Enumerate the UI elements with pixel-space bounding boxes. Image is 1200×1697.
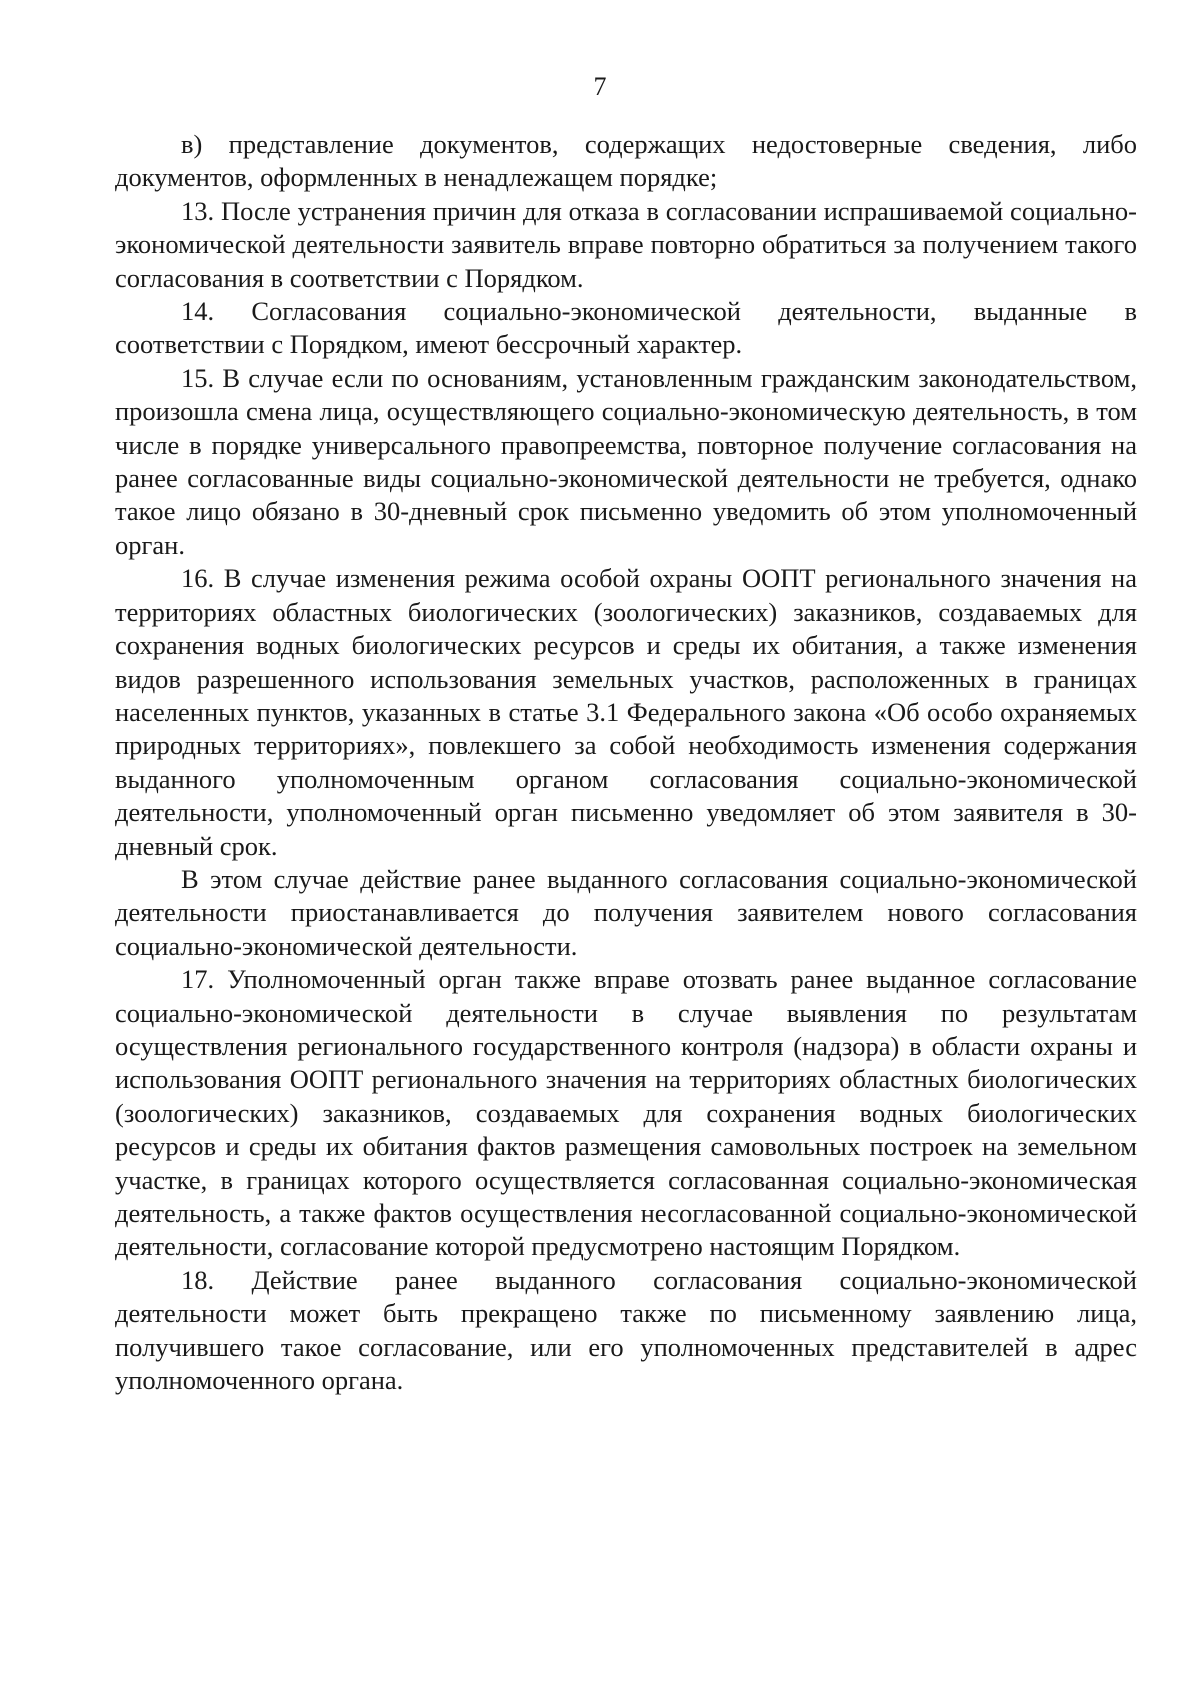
page-number: 7	[593, 72, 607, 101]
paragraph-13: 13. После устранения причин для отказа в согласовании испрашиваемой социально-экономической деятельности заявитель вправе повторно обратиться за получением такого согласования в соответствии с Порядком.	[115, 195, 1137, 293]
paragraph-15: 15. В случае если по основаниям, установленным гражданским законодательством, произошла смена лица, осуществляющего социально-экономическую деятельность, в том числе в порядке универсального правопреемства, повторное получение согласования на ранее согласованные виды социально-экономической деятельности не требуется, однако такое лицо обязано в 30-дневный срок письменно уведомить об этом уполномоченный орган.	[115, 362, 1137, 560]
paragraph-item-v: в) представление документов, содержащих недостоверные сведения, либо документов, оформленных в ненадлежащем порядке;	[115, 129, 1137, 193]
paragraph-17: 17. Уполномоченный орган также вправе отозвать ранее выданное согласование социально-экономической деятельности в случае выявления по результатам осуществления регионального государственного контроля (надзора) в области охраны и использования ООПТ регионального значения на территориях областных биологических (зоологических) заказников, создаваемых для сохранения водных биологических ресурсов и среды их обитания фактов размещения самовольных построек на земельном участке, в границах которого осуществляется согласованная социально-экономическая деятельность, а также фактов осуществления несогласованной социально-экономической деятельности, согласование которой предусмотрено настоящим Порядком.	[115, 964, 1137, 1262]
paragraph-18: 18. Действие ранее выданного согласования социально-экономической деятельности может быть прекращено также по письменному заявлению лица, получившего такое согласование, или его уполномоченных представителей в адрес уполномоченного органа.	[115, 1264, 1137, 1396]
document-body	[115, 128, 1137, 1397]
paragraph-16: 16. В случае изменения режима особой охраны ООПТ регионального значения на территориях областных биологических (зоологических) заказников, создаваемых для сохранения водных биологических ресурсов и среды их обитания, а также изменения видов разрешенного использования земельных участков, расположенных в границах населенных пунктов, указанных в статье 3.1 Федерального закона «Об особо охраняемых природных территориях», повлекшего за собой необходимость изменения содержания выданного уполномоченным органом согласования социально-экономической деятельности, уполномоченный орган письменно уведомляет об этом заявителя в 30-дневный срок.	[115, 563, 1137, 861]
paragraph-14: 14. Согласования социально-экономической деятельности, выданные в соответствии с Порядком, имеют бессрочный характер.	[115, 296, 1137, 360]
paragraph-16-continuation: В этом случае действие ранее выданного согласования социально-экономической деятельности приостанавливается до получения заявителем нового согласования социально-экономической деятельности.	[115, 863, 1137, 961]
